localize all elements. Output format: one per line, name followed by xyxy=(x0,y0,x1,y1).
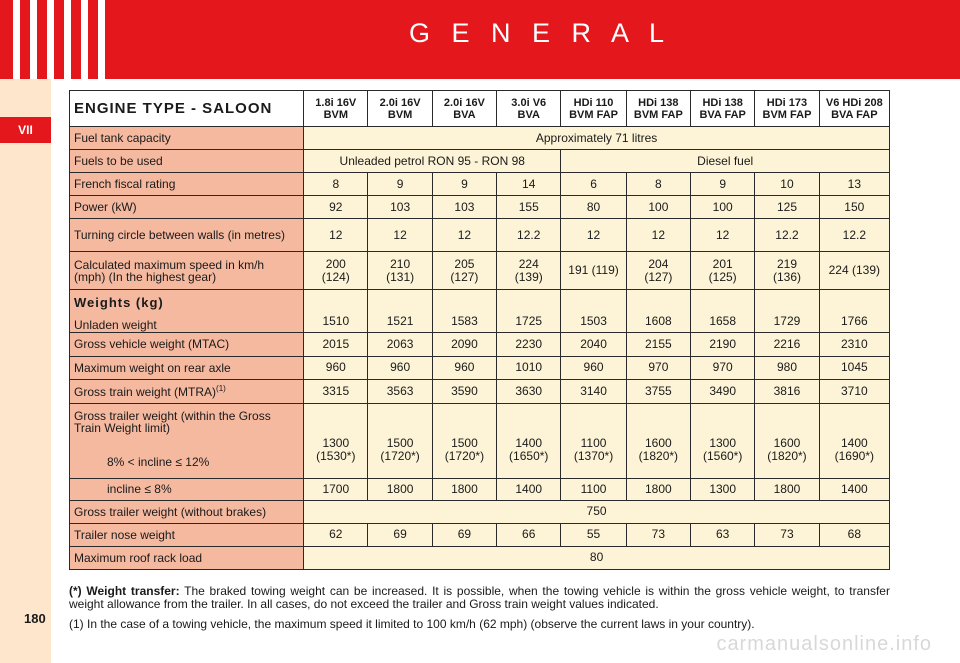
row-label: Trailer nose weight xyxy=(70,523,304,546)
speed-limit-note: (1) In the case of a towing vehicle, the maximum speed it limited to 100 km/h (62 mph) (observe the current laws in your country). xyxy=(69,617,755,631)
diesel-value: Diesel fuel xyxy=(561,150,890,173)
table-cell: 155 xyxy=(497,196,561,219)
table-cell: 125 xyxy=(755,196,819,219)
petrol-value: Unleaded petrol RON 95 - RON 98 xyxy=(304,150,561,173)
table-cell: 150 xyxy=(819,196,889,219)
table-cell: 1800 xyxy=(432,478,496,500)
table-cell: 10 xyxy=(755,173,819,196)
table-cell: 63 xyxy=(691,523,755,546)
column-header: HDi 138 BVA FAP xyxy=(691,91,755,127)
table-cell: 960 xyxy=(368,356,432,379)
table-cell: 12 xyxy=(561,219,626,252)
table-cell: 12 xyxy=(368,219,432,252)
table-cell: 750 xyxy=(304,500,890,523)
table-row xyxy=(70,127,890,150)
table-cell: 103 xyxy=(432,196,496,219)
table-cell: 69 xyxy=(432,523,496,546)
column-header: 2.0i 16V BVM xyxy=(368,91,432,127)
table-cell: 12 xyxy=(432,219,496,252)
page-title: G E N E R A L xyxy=(408,18,672,48)
table-cell: 3710 xyxy=(819,379,889,403)
table-cell: 73 xyxy=(755,523,819,546)
header-stripe xyxy=(13,0,20,79)
table-cell: 80 xyxy=(304,546,890,569)
table-cell: 8 xyxy=(626,173,690,196)
weights-label: Unladen weight xyxy=(74,318,157,333)
table-cell: 68 xyxy=(819,523,889,546)
table-cell: 960 xyxy=(304,356,368,379)
column-header: 2.0i 16V BVA xyxy=(432,91,496,127)
row-label: Fuels to be used xyxy=(70,150,304,173)
table-cell: 12.2 xyxy=(755,219,819,252)
table-cell: 1500 (1720*) xyxy=(432,403,496,478)
page-number: 180 xyxy=(24,611,46,626)
header-stripe xyxy=(64,0,71,79)
table-cell: 201 (125) xyxy=(691,252,755,290)
table-row xyxy=(70,546,890,569)
row-label: Maximum weight on rear axle xyxy=(70,356,304,379)
header-stripe xyxy=(47,0,54,79)
column-header: V6 HDi 208 BVA FAP xyxy=(819,91,889,127)
table-cell: 1100 xyxy=(561,478,626,500)
table-cell: 2063 xyxy=(368,333,432,356)
table-cell: 2310 xyxy=(819,333,889,356)
table-cell: 1583 xyxy=(432,290,496,333)
table-row xyxy=(70,478,890,500)
table-cell: 1800 xyxy=(368,478,432,500)
table-cell: 55 xyxy=(561,523,626,546)
table-cell: 1300 (1530*) xyxy=(304,403,368,478)
header-stripe xyxy=(98,0,105,79)
table-cell: 1400 (1650*) xyxy=(497,403,561,478)
column-header: 3.0i V6 BVA xyxy=(497,91,561,127)
row-label: Fuel tank capacity xyxy=(70,127,304,150)
watermark: carmanualsonline.info xyxy=(716,633,932,655)
column-header: 1.8i 16V BVM xyxy=(304,91,368,127)
table-cell: 2230 xyxy=(497,333,561,356)
table-cell: 3816 xyxy=(755,379,819,403)
table-cell: 3755 xyxy=(626,379,690,403)
table-row xyxy=(70,379,890,403)
row-label: Gross vehicle weight (MTAC) xyxy=(70,333,304,356)
table-row xyxy=(70,403,890,478)
table-cell: 13 xyxy=(819,173,889,196)
table-cell: 960 xyxy=(561,356,626,379)
table-row xyxy=(70,333,890,356)
table-cell: 960 xyxy=(432,356,496,379)
table-cell: 1100 (1370*) xyxy=(561,403,626,478)
table-cell: 1766 xyxy=(819,290,889,333)
table-cell: 191 (119) xyxy=(561,252,626,290)
table-cell: 2190 xyxy=(691,333,755,356)
table-cell: 14 xyxy=(497,173,561,196)
table-cell: 1521 xyxy=(368,290,432,333)
table-row xyxy=(70,500,890,523)
table-cell: 205 (127) xyxy=(432,252,496,290)
table-row xyxy=(70,196,890,219)
table-cell: 1300 xyxy=(691,478,755,500)
column-header: HDi 138 BVM FAP xyxy=(626,91,690,127)
header-row xyxy=(70,91,890,127)
table-cell: 8 xyxy=(304,173,368,196)
table-cell: 9 xyxy=(691,173,755,196)
table-cell: 1010 xyxy=(497,356,561,379)
table-cell: 2216 xyxy=(755,333,819,356)
table-cell: 1600 (1820*) xyxy=(755,403,819,478)
table-row xyxy=(70,219,890,252)
table-cell: 970 xyxy=(626,356,690,379)
table-cell: 1500 (1720*) xyxy=(368,403,432,478)
table-cell: 9 xyxy=(432,173,496,196)
table-cell: 103 xyxy=(368,196,432,219)
table-cell: 1725 xyxy=(497,290,561,333)
table-cell: 80 xyxy=(561,196,626,219)
table-cell: 100 xyxy=(626,196,690,219)
table-cell: 3140 xyxy=(561,379,626,403)
table-cell: 1600 (1820*) xyxy=(626,403,690,478)
table-cell: 1800 xyxy=(755,478,819,500)
table-row xyxy=(70,356,890,379)
table-cell: 1729 xyxy=(755,290,819,333)
row-label: Gross train weight (MTRA)$^{(1)}$ xyxy=(70,379,304,403)
row-label: incline ≤ 8% xyxy=(70,478,304,500)
engine-type-title: ENGINE TYPE - SALOON xyxy=(70,91,304,127)
weight-transfer-note: (*) Weight transfer: The braked towing weight can be increased. It is possible, when the towing vehicle is within the gross vehicle weight, to transfer weight allowance from the trailer. In all cases, do not exceed the trailer and Gross train weight values indicated. xyxy=(69,584,890,611)
row-label xyxy=(70,290,304,333)
table-cell: 1503 xyxy=(561,290,626,333)
table-cell: 1400 xyxy=(819,478,889,500)
table-row xyxy=(70,523,890,546)
table-row xyxy=(70,252,890,290)
table-cell: 92 xyxy=(304,196,368,219)
table-cell: 1510 xyxy=(304,290,368,333)
table-row xyxy=(70,290,890,333)
table-cell: 970 xyxy=(691,356,755,379)
row-label: French fiscal rating xyxy=(70,173,304,196)
table-cell: 1045 xyxy=(819,356,889,379)
chapter-tab: VII xyxy=(0,117,51,143)
incline-label: 8% < incline ≤ 12% xyxy=(107,454,210,469)
column-header: HDi 110 BVM FAP xyxy=(561,91,626,127)
table-cell: 12 xyxy=(304,219,368,252)
footnotes xyxy=(69,585,890,638)
table-cell: 12 xyxy=(626,219,690,252)
sidebar xyxy=(0,79,51,663)
table-cell: 210 (131) xyxy=(368,252,432,290)
table-cell: 980 xyxy=(755,356,819,379)
table-cell: 3490 xyxy=(691,379,755,403)
table-cell: 1608 xyxy=(626,290,690,333)
table-cell: 73 xyxy=(626,523,690,546)
table-cell: 62 xyxy=(304,523,368,546)
table-cell: 224 (139) xyxy=(497,252,561,290)
table-cell: 12.2 xyxy=(497,219,561,252)
row-label: Calculated maximum speed in km/h (mph) (In the highest gear) xyxy=(70,252,304,290)
table-cell: 1700 xyxy=(304,478,368,500)
table-cell: 204 (127) xyxy=(626,252,690,290)
row-label: Maximum roof rack load xyxy=(70,546,304,569)
table-cell: 1400 xyxy=(497,478,561,500)
table-cell: 3590 xyxy=(432,379,496,403)
table-cell: 1800 xyxy=(626,478,690,500)
table-cell: 66 xyxy=(497,523,561,546)
table-cell: 1300 (1560*) xyxy=(691,403,755,478)
table-cell: 1658 xyxy=(691,290,755,333)
table-cell: 200 (124) xyxy=(304,252,368,290)
table-cell: 219 (136) xyxy=(755,252,819,290)
fuel-tank-value: Approximately 71 litres xyxy=(304,127,890,150)
header-stripe xyxy=(81,0,88,79)
table-cell: 224 (139) xyxy=(819,252,889,290)
engine-spec-table xyxy=(69,90,890,570)
row-label: Gross trailer weight (within the Gross Train Weight limit) 8% < incline ≤ 12% xyxy=(70,403,304,478)
table-cell: 2155 xyxy=(626,333,690,356)
row-label: Turning circle between walls (in metres) xyxy=(70,219,304,252)
header-stripe xyxy=(30,0,37,79)
table-cell: 2015 xyxy=(304,333,368,356)
page-header xyxy=(0,0,960,79)
table-cell: 69 xyxy=(368,523,432,546)
table-cell: 9 xyxy=(368,173,432,196)
row-label: Power (kW) xyxy=(70,196,304,219)
table-row xyxy=(70,150,890,173)
table-cell: 3563 xyxy=(368,379,432,403)
weights-title: Weights (kg) xyxy=(74,295,164,311)
table-cell: 3630 xyxy=(497,379,561,403)
table-cell: 6 xyxy=(561,173,626,196)
table-cell: 100 xyxy=(691,196,755,219)
table-cell: 3315 xyxy=(304,379,368,403)
table-cell: 1400 (1690*) xyxy=(819,403,889,478)
column-header: HDi 173 BVM FAP xyxy=(755,91,819,127)
table-cell: 12.2 xyxy=(819,219,889,252)
table-cell: 2040 xyxy=(561,333,626,356)
table-row xyxy=(70,173,890,196)
table-cell: 2090 xyxy=(432,333,496,356)
table-cell: 12 xyxy=(691,219,755,252)
row-label: Gross trailer weight (without brakes) xyxy=(70,500,304,523)
